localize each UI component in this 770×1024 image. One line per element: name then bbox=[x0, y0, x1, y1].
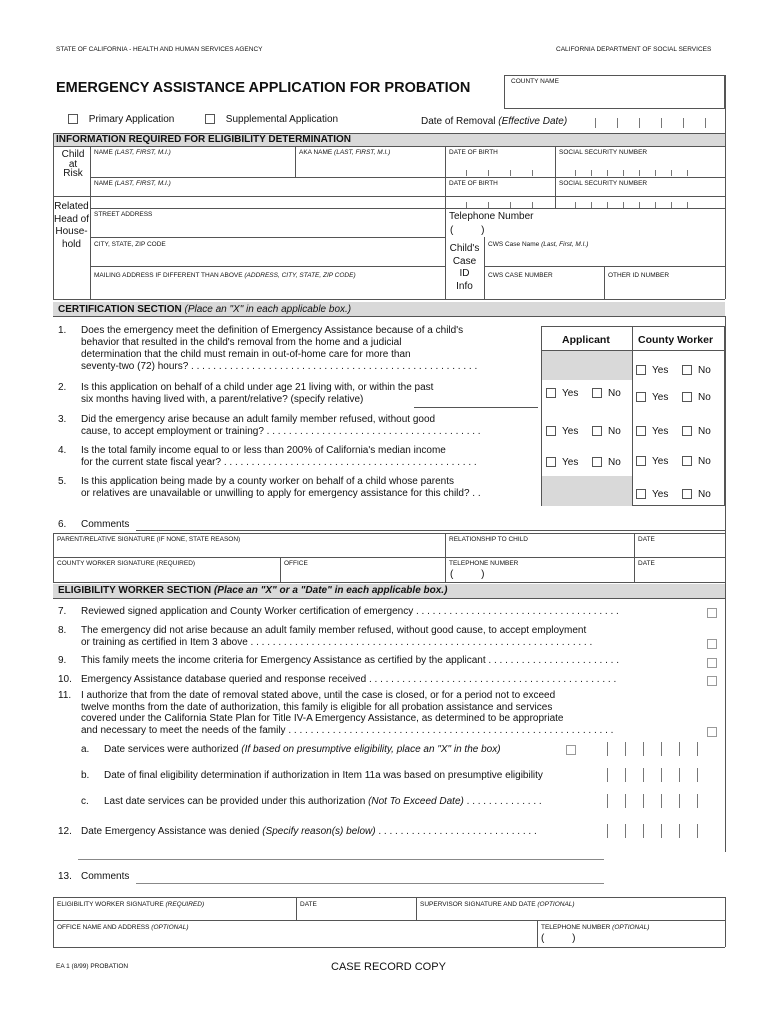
cw-telephone-label: TELEPHONE NUMBER bbox=[449, 560, 519, 567]
q2-cw-no-checkbox[interactable] bbox=[682, 392, 692, 402]
item11-checkbox[interactable] bbox=[707, 723, 717, 741]
q4-cw-no-checkbox[interactable] bbox=[682, 456, 692, 466]
ew-signature-label: ELIGIBILITY WORKER SIGNATURE (REQUIRED) bbox=[57, 901, 205, 908]
info-heading: INFORMATION REQUIRED FOR ELIGIBILITY DETERMINATION bbox=[56, 134, 351, 145]
ew-telephone-paren[interactable]: ( ) bbox=[541, 933, 576, 944]
item8-text: The emergency did not arise because an adult family member refused, without good cause, to accept employment or training as certified in Item 3 above . . . . . . . . . . . . . . . . . . . . . . . . . . . . . . . . . . . . . . . . . . . . . . . . . . . . . . . . . . . . . . bbox=[81, 625, 593, 648]
relationship-label: RELATIONSHIP TO CHILD bbox=[449, 536, 528, 543]
q3-number: 3. bbox=[58, 414, 67, 425]
telephone-number-label: Telephone Number bbox=[449, 211, 534, 222]
agency-left: STATE OF CALIFORNIA - HEALTH AND HUMAN SERVICES AGENCY bbox=[56, 46, 263, 53]
elig-heading: ELIGIBILITY WORKER SECTION (Place an "X" or a "Date" in each applicable box.) bbox=[58, 585, 448, 596]
q1-cw-yes-checkbox[interactable] bbox=[636, 365, 646, 375]
q6-comments-label: Comments bbox=[81, 519, 130, 530]
child-ssn-label: SOCIAL SECURITY NUMBER bbox=[559, 149, 648, 156]
q3-text: Did the emergency arise because an adult family member refused, without good cause, to accept employment or training? . . . . . . . . . . . . . . . . . . . . . . . . . . . . . . . . . . . . . . . bbox=[81, 414, 481, 437]
item10-checkbox[interactable] bbox=[707, 672, 717, 690]
item12-date-field[interactable] bbox=[607, 824, 715, 838]
q3-cw-yes-checkbox[interactable] bbox=[636, 426, 646, 436]
item11a-checkbox[interactable] bbox=[566, 741, 576, 759]
q4-cw-no[interactable]: No bbox=[682, 456, 711, 467]
item12-number: 12. bbox=[58, 826, 72, 837]
item7-text: Reviewed signed application and County Worker certification of emergency . . . . . . . . . . . . . . . . . . . . . . . . . . . . . . . . . . . . . bbox=[81, 606, 619, 617]
child-at-risk-label: Child at Risk bbox=[61, 149, 85, 179]
q2-text: Is this application on behalf of a child under age 21 living with, or within the past six months having lived with, a parent/relative? (specify relative) bbox=[81, 382, 434, 405]
head-ssn-label: SOCIAL SECURITY NUMBER bbox=[559, 180, 648, 187]
q2-cw-no[interactable]: No bbox=[682, 392, 711, 403]
primary-application-checkbox[interactable] bbox=[68, 114, 78, 124]
item13-comments-label: Comments bbox=[81, 871, 130, 882]
q3-cw-yes[interactable]: Yes bbox=[636, 426, 668, 437]
q1-cw-no[interactable]: No bbox=[682, 365, 711, 376]
q4-app-yes[interactable]: Yes bbox=[546, 457, 578, 468]
item10-text: Emergency Assistance database queried and response received . . . . . . . . . . . . . . . . . . . . . . . . . . . . . . . . . . . . . . . . . . . . . bbox=[81, 674, 617, 685]
primary-application-label: Primary Application bbox=[88, 114, 175, 125]
cws-case-name-label: CWS Case Name (Last, First, M.I.) bbox=[488, 241, 589, 248]
item11a-text: Date services were authorized (If based on presumptive eligibility, place an "X" in the box) bbox=[104, 744, 501, 755]
q5-number: 5. bbox=[58, 476, 67, 487]
item7-checkbox[interactable] bbox=[707, 604, 717, 622]
q2-app-no[interactable]: No bbox=[592, 388, 621, 399]
supplemental-application-label: Supplemental Application bbox=[225, 114, 339, 125]
form-title: EMERGENCY ASSISTANCE APPLICATION FOR PROBATION bbox=[56, 80, 471, 96]
item11c-date-field[interactable] bbox=[607, 794, 715, 808]
city-state-zip-label: CITY, STATE, ZIP CODE bbox=[94, 241, 166, 248]
q1-cw-no-checkbox[interactable] bbox=[682, 365, 692, 375]
q3-cw-no-checkbox[interactable] bbox=[682, 426, 692, 436]
head-name-label: NAME (LAST, FIRST, M.I.) bbox=[94, 180, 171, 187]
street-address-label: STREET ADDRESS bbox=[94, 211, 153, 218]
related-head-label: Related Head of House- hold bbox=[53, 201, 90, 250]
q3-app-no-checkbox[interactable] bbox=[592, 426, 602, 436]
cert-heading: CERTIFICATION SECTION (Place an "X" in each applicable box.) bbox=[58, 304, 352, 315]
item13-number: 13. bbox=[58, 871, 72, 882]
q3-cw-no[interactable]: No bbox=[682, 426, 711, 437]
q2-app-no-checkbox[interactable] bbox=[592, 388, 602, 398]
q4-app-no-checkbox[interactable] bbox=[592, 457, 602, 467]
item10-number: 10. bbox=[58, 674, 72, 685]
q3-app-yes-checkbox[interactable] bbox=[546, 426, 556, 436]
q3-app-yes[interactable]: Yes bbox=[546, 426, 578, 437]
item9-number: 9. bbox=[58, 655, 67, 666]
q4-app-yes-checkbox[interactable] bbox=[546, 457, 556, 467]
q4-number: 4. bbox=[58, 445, 67, 456]
child-dob-label: DATE OF BIRTH bbox=[449, 149, 498, 156]
item7-number: 7. bbox=[58, 606, 67, 617]
ew-date-label: DATE bbox=[300, 901, 317, 908]
q4-app-no[interactable]: No bbox=[592, 457, 621, 468]
county-worker-header: County Worker bbox=[638, 334, 714, 346]
item8-number: 8. bbox=[58, 625, 67, 636]
q5-applicant-shaded bbox=[542, 476, 632, 506]
supervisor-signature-label: SUPERVISOR SIGNATURE AND DATE (OPTIONAL) bbox=[420, 901, 575, 908]
q4-text: Is the total family income equal to or less than 200% of California's median income for the current state fiscal year? . . . . . . . . . . . . . . . . . . . . . . . . . . . . . . . . . . . . . . . . . . . . . . bbox=[81, 445, 477, 468]
telephone-paren[interactable]: ( ) bbox=[450, 225, 485, 236]
q5-cw-no-checkbox[interactable] bbox=[682, 489, 692, 499]
q6-comments-line[interactable] bbox=[136, 530, 725, 531]
item8-checkbox[interactable] bbox=[707, 635, 717, 653]
q1-number: 1. bbox=[58, 325, 67, 336]
q5-cw-yes-checkbox[interactable] bbox=[636, 489, 646, 499]
item11a-date-field[interactable] bbox=[607, 742, 715, 756]
item9-text: This family meets the income criteria for Emergency Assistance as certified by the applicant . . . . . . . . . . . . . . . . . . . . . . . . bbox=[81, 655, 619, 666]
item11-number: 11. bbox=[58, 690, 72, 701]
q5-cw-yes[interactable]: Yes bbox=[636, 489, 668, 500]
q1-applicant-shaded bbox=[542, 350, 632, 380]
county-worker-signature-label: COUNTY WORKER SIGNATURE (REQUIRED) bbox=[57, 560, 196, 567]
parent-signature-label: PARENT/RELATIVE SIGNATURE (IF NONE, STATE REASON) bbox=[57, 536, 241, 543]
item11c-number: c. bbox=[81, 796, 89, 807]
head-dob-label: DATE OF BIRTH bbox=[449, 180, 498, 187]
item11b-number: b. bbox=[81, 770, 90, 781]
office-address-label: OFFICE NAME AND ADDRESS (OPTIONAL) bbox=[57, 924, 189, 931]
form-id: EA 1 (8/99) PROBATION bbox=[56, 963, 129, 970]
parent-date-label: DATE bbox=[638, 536, 655, 543]
item11-text: I authorize that from the date of removal stated above, until the case is closed, or for a period not to exceed twelve months from the date of authorization, this family is eligible for all probation assistance and services covered under the California State Plan for Title IV-A Emergency Assistance, as determined to be appropriate and necessary to meet the needs of the family . . . . . . . . . . . . . . . . . . . . . . . . . . . . . . . . . . . . . . . . . . . . . . . . . . . . . . . . . . . bbox=[81, 690, 614, 736]
child-name-label: NAME (LAST, FIRST, M.I.) bbox=[94, 149, 171, 156]
childs-case-id-label: Child's Case ID Info bbox=[449, 243, 480, 292]
q2-app-yes[interactable]: Yes bbox=[546, 388, 578, 399]
item12-text: Date Emergency Assistance was denied (Specify reason(s) below) . . . . . . . . . . . . . . . . . . . . . . . . . . . . . bbox=[81, 826, 537, 837]
item11b-text: Date of final eligibility determination if authorization in Item 11a was based on presumptive eligibility bbox=[104, 770, 543, 781]
ew-telephone-label: TELEPHONE NUMBER (OPTIONAL) bbox=[541, 924, 650, 931]
item13-comments-line[interactable] bbox=[136, 883, 604, 884]
county-name-label: COUNTY NAME bbox=[511, 78, 559, 85]
item11a-number: a. bbox=[81, 744, 90, 755]
cws-case-number-label: CWS CASE NUMBER bbox=[488, 272, 553, 279]
q4-cw-yes-checkbox[interactable] bbox=[636, 456, 646, 466]
date-of-removal-label: Date of Removal (Effective Date) bbox=[421, 116, 568, 127]
q3-app-no[interactable]: No bbox=[592, 426, 621, 437]
q1-text: Does the emergency meet the definition of Emergency Assistance because of a child's behavior that resulted in the child's removal from the home and a judicial determination that the child must remain in out-of-home care for more than seventy-two (72) hours? . . . . . . . . . . . . . . . . . . . . . . . . . . . . . . . . . . . . . . . . . . . . . . . . . . . . bbox=[81, 325, 478, 372]
q2-cw-yes[interactable]: Yes bbox=[636, 392, 668, 403]
item11b-date-field[interactable] bbox=[607, 768, 715, 782]
mailing-address-label: MAILING ADDRESS IF DIFFERENT THAN ABOVE (ADDRESS, CITY, STATE, ZIP CODE) bbox=[94, 272, 356, 279]
cw-telephone-paren[interactable]: ( ) bbox=[450, 569, 485, 580]
county-name-box[interactable] bbox=[504, 75, 725, 109]
item11c-text: Last date services can be provided under this authorization (Not To Exceed Date) . . . . . . . . . . . . . . bbox=[104, 796, 542, 807]
q5-text: Is this application being made by a county worker on behalf of a child whose parents or relatives are unavailable or unwilling to apply for emergency assistance for this child? . . bbox=[81, 476, 481, 499]
date-of-removal-field[interactable] bbox=[595, 118, 725, 132]
supplemental-application-checkbox[interactable] bbox=[205, 114, 215, 124]
item9-checkbox[interactable] bbox=[707, 654, 717, 672]
case-record-copy: CASE RECORD COPY bbox=[331, 961, 446, 973]
aka-name-label: AKA NAME (LAST, FIRST, M.I.) bbox=[299, 149, 391, 156]
q4-cw-yes[interactable]: Yes bbox=[636, 456, 668, 467]
q1-cw-yes[interactable]: Yes bbox=[636, 365, 668, 376]
supplemental-application-option[interactable] bbox=[205, 114, 338, 126]
primary-application-option[interactable] bbox=[68, 114, 174, 126]
q5-cw-no[interactable]: No bbox=[682, 489, 711, 500]
q2-cw-yes-checkbox[interactable] bbox=[636, 392, 646, 402]
q2-app-yes-checkbox[interactable] bbox=[546, 388, 556, 398]
other-id-number-label: OTHER ID NUMBER bbox=[608, 272, 670, 279]
office-label: OFFICE bbox=[284, 560, 308, 567]
q6-number: 6. bbox=[58, 519, 67, 530]
q2-number: 2. bbox=[58, 382, 67, 393]
applicant-header: Applicant bbox=[562, 334, 610, 346]
agency-right: CALIFORNIA DEPARTMENT OF SOCIAL SERVICES bbox=[556, 46, 712, 53]
q2-relative-line[interactable] bbox=[414, 407, 538, 408]
cw-date-label: DATE bbox=[638, 560, 655, 567]
item12-reason-line[interactable] bbox=[78, 859, 604, 860]
